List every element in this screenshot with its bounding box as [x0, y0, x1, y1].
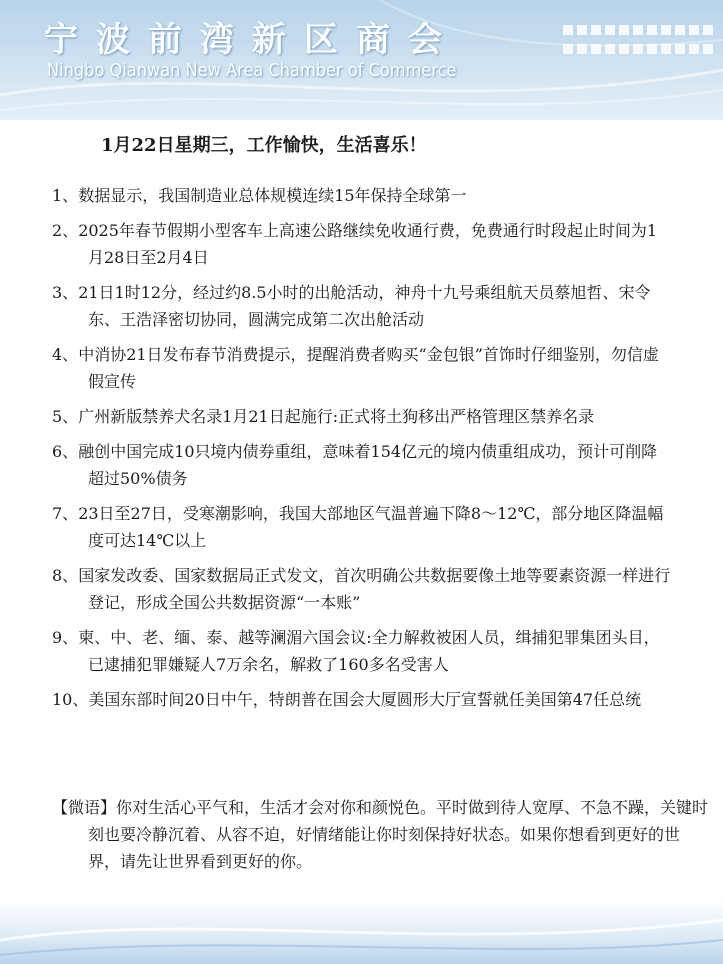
news-item: 8、国家发改委、国家数据局正式发文，首次明确公共数据要像土地等要素资源一样进行登记，形成全国公共数据资源“一本账”	[52, 566, 671, 612]
news-item: 9、柬、中、老、缅、泰、越等澜湄六国会议:全力解救被困人员，缉捕犯罪集团头目，已逮捕犯罪嫌疑人7万余名，解救了160多名受害人	[52, 628, 660, 674]
org-name-en: Ningbo Qianwan New Area Chamber of Commerce	[47, 60, 457, 81]
news-item: 1、数据显示，我国制造业总体规模连续15年保持全球第一	[52, 186, 467, 205]
header-banner	[0, 0, 723, 120]
org-name-cn: 宁波前湾新区商会	[44, 20, 460, 60]
header-pattern	[561, 22, 715, 60]
news-item: 7、23日至27日，受寒潮影响，我国大部地区气温普遍下降8～12℃，部分地区降温幅度可达14℃以上	[52, 504, 664, 550]
news-item: 2、2025年春节假期小型客车上高速公路继续免收通行费，免费通行时段起止时间为1月28日至2月4日	[52, 221, 658, 267]
news-list	[52, 182, 672, 721]
daily-quote: 【微语】你对生活心平气和，生活才会对你和颜悦色。平时做到待人宽厚、不急不躁，关键时刻也要冷静沉着、从容不迫，好情绪能让你时刻保持好状态。如果你想看到更好的世界，请先让世界看到更好的你。	[52, 798, 709, 871]
footer-decoration	[0, 900, 723, 964]
news-item: 10、美国东部时间20日中午，特朗普在国会大厦圆形大厅宣誓就任美国第47任总统	[52, 690, 642, 709]
footer-banner	[0, 900, 723, 964]
news-item: 3、21日1时12分，经过约8.5小时的出舱活动，神舟十九号乘组航天员蔡旭哲、宋令东、王浩泽密切协同，圆满完成第二次出舱活动	[52, 283, 651, 329]
page-title: 1月22日星期三，工作愉快，生活喜乐！	[101, 135, 427, 156]
news-item: 5、广州新版禁养犬名录1月21日起施行:正式将土狗移出严格管理区禁养名录	[52, 407, 595, 426]
news-item: 4、中消协21日发布春节消费提示，提醒消费者购买“金包银”首饰时仔细鉴别，勿信虚假宣传	[52, 345, 659, 391]
news-item: 6、融创中国完成10只境内债券重组，意味着154亿元的境内债重组成功，预计可削降超过50%债务	[52, 442, 658, 488]
